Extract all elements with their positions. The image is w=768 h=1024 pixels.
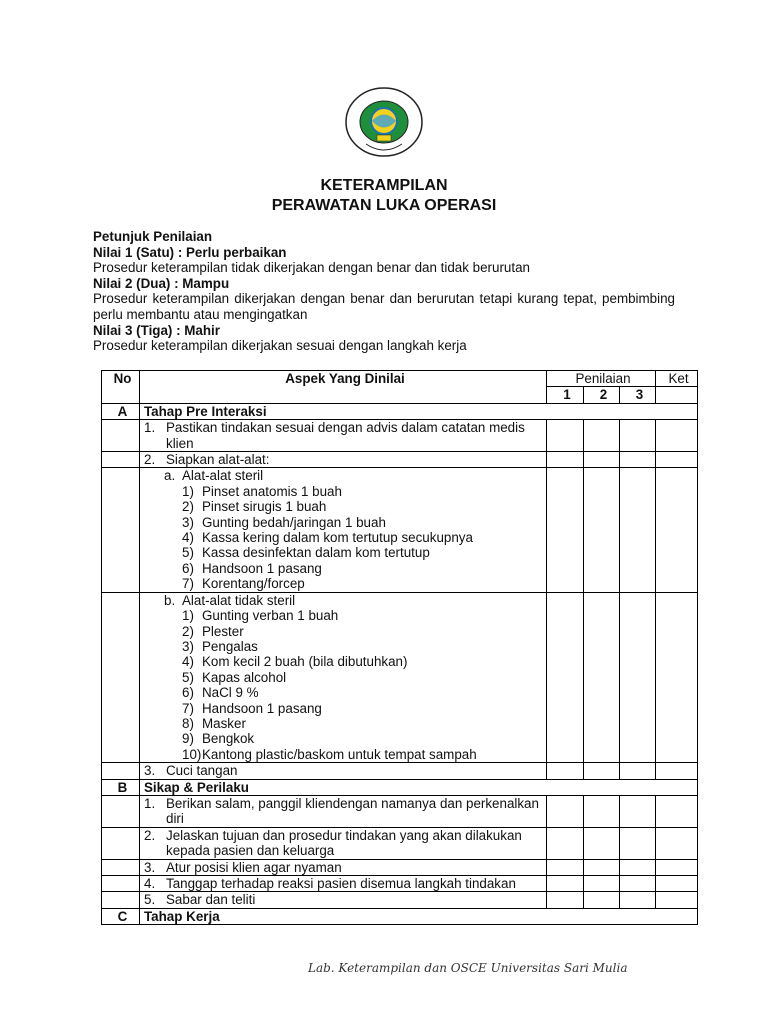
section-b-no: B (102, 779, 140, 795)
item-number: 8) (182, 715, 194, 731)
table-row (102, 859, 698, 875)
score-cell-1[interactable] (547, 859, 584, 875)
item-text: Kassa kering dalam kom tertutup secukupnya (202, 530, 473, 546)
item-number: 5) (182, 545, 194, 561)
score-cell-3[interactable] (620, 420, 656, 452)
score-cell-2[interactable] (584, 892, 620, 908)
nilai2-desc: Prosedur keterampilan dikerjakan dengan benar dan berurutan tetapi kurang tepat, pembimbing perlu membantu atau mengingatkan (93, 291, 675, 322)
header-ket-blank (656, 387, 698, 403)
item-number: 1. (144, 420, 156, 436)
score-cell-2[interactable] (584, 763, 620, 779)
score-cell-1[interactable] (547, 592, 584, 762)
item-text: Siapkan alat-alat: (166, 452, 270, 468)
score-cell-3[interactable] (620, 795, 656, 827)
table-row (102, 892, 698, 908)
score-cell-1[interactable] (547, 763, 584, 779)
score-cell-3[interactable] (620, 592, 656, 762)
item-text: Cuci tangan (166, 763, 238, 779)
item-number: b. (164, 592, 176, 608)
item-text: Handsoon 1 pasang (202, 560, 322, 576)
item-text: Kapas alcohol (202, 669, 287, 685)
table-row (102, 468, 698, 592)
item-text: Masker (202, 715, 246, 731)
section-a-no: A (102, 403, 140, 419)
score-cell-1[interactable] (547, 420, 584, 452)
item-text: Bengkok (202, 731, 255, 747)
ket-cell[interactable] (656, 468, 698, 592)
score-cell-3[interactable] (620, 892, 656, 908)
score-cell-3[interactable] (620, 468, 656, 592)
section-b-row (102, 779, 698, 795)
item-number: 2) (182, 499, 194, 515)
score-cell-1[interactable] (547, 795, 584, 827)
item-text: Korentang/forcep (202, 576, 305, 592)
title-line2: PERAWATAN LUKA OPERASI (271, 197, 497, 214)
score-cell-2[interactable] (584, 876, 620, 892)
nilai1-label: Nilai 1 (Satu) : Perlu perbaikan (93, 244, 287, 260)
table-row (102, 592, 698, 762)
item-number: 2. (144, 452, 156, 468)
item-number: 10) (182, 746, 202, 762)
title-line1: KETERAMPILAN (320, 177, 448, 194)
item-text: Sabar dan teliti (166, 892, 256, 908)
footer-text: Lab. Keterampilan dan OSCE Universitas Sari Mulia (308, 961, 628, 975)
item-number: 2) (182, 623, 194, 639)
item-text: Alat-alat steril (182, 468, 264, 484)
table-row (102, 876, 698, 892)
ket-cell[interactable] (656, 420, 698, 452)
item-number: 3. (144, 763, 156, 779)
score-cell-1[interactable] (547, 876, 584, 892)
score-cell-2[interactable] (584, 859, 620, 875)
score-cell-1[interactable] (547, 468, 584, 592)
header-score-1: 1 (547, 387, 584, 403)
item-text: Pinset anatomis 1 buah (202, 483, 342, 499)
score-cell-3[interactable] (620, 827, 656, 859)
section-a-row (102, 403, 698, 419)
item-text: Pengalas (202, 638, 258, 654)
item-number: 3) (182, 514, 194, 530)
score-cell-2[interactable] (584, 592, 620, 762)
header-no: No (102, 371, 140, 404)
item-number: 6) (182, 560, 194, 576)
ket-cell[interactable] (656, 452, 698, 468)
item-number: 4. (144, 876, 156, 891)
header-aspek: Aspek Yang Dinilai (140, 371, 547, 404)
item-text: Berikan salam, panggil kliendengan namanya dan perkenalkan diri (166, 795, 539, 827)
item-number: 1. (144, 795, 156, 811)
item-text: Kom kecil 2 buah (bila dibutuhkan) (202, 654, 408, 670)
score-cell-2[interactable] (584, 420, 620, 452)
item-text: Pinset sirugis 1 buah (202, 499, 327, 515)
table-row (102, 763, 698, 779)
item-number: 4) (182, 654, 194, 670)
header-ket: Ket (656, 371, 698, 387)
item-number: 7) (182, 700, 194, 716)
ket-cell[interactable] (656, 892, 698, 908)
ket-cell[interactable] (656, 592, 698, 762)
item-number: 1) (182, 608, 194, 624)
ket-cell[interactable] (656, 763, 698, 779)
score-cell-3[interactable] (620, 452, 656, 468)
score-cell-2[interactable] (584, 795, 620, 827)
header-score-2: 2 (584, 387, 620, 403)
item-text: Jelaskan tujuan dan prosedur tindakan yang akan dilakukan kepada pasien dan keluarga (166, 827, 522, 859)
nilai2-label: Nilai 2 (Dua) : Mampu (93, 275, 230, 291)
item-text: Alat-alat tidak steril (182, 592, 296, 608)
nilai3-desc: Prosedur keterampilan dikerjakan sesuai dengan langkah kerja (93, 338, 467, 354)
item-number: 3) (182, 638, 194, 654)
item-text: Tanggap terhadap reaksi pasien disemua langkah tindakan (166, 876, 516, 891)
item-text: Gunting verban 1 buah (202, 608, 339, 624)
header-penilaian: Penilaian (547, 371, 656, 387)
item-number: 1) (182, 483, 194, 499)
item-number: 3. (144, 859, 156, 875)
section-c-row (102, 908, 698, 924)
section-a-title: Tahap Pre Interaksi (140, 403, 698, 419)
ket-cell[interactable] (656, 859, 698, 875)
score-cell-1[interactable] (547, 892, 584, 908)
table-row (102, 827, 698, 859)
assessment-table (101, 370, 698, 925)
section-c-title: Tahap Kerja (140, 908, 698, 924)
item-text: Plester (202, 623, 244, 639)
score-cell-1[interactable] (547, 452, 584, 468)
ket-cell[interactable] (656, 827, 698, 859)
table-row (102, 420, 698, 452)
item-number: 9) (182, 731, 194, 747)
score-cell-3[interactable] (620, 859, 656, 875)
score-cell-2[interactable] (584, 827, 620, 859)
item-text: Handsoon 1 pasang (202, 700, 322, 716)
section-c-no: C (102, 908, 140, 924)
item-number: 4) (182, 530, 194, 546)
table-row (102, 452, 698, 468)
score-cell-3[interactable] (620, 763, 656, 779)
item-text: Kassa desinfektan dalam kom tertutup (202, 545, 430, 561)
score-cell-2[interactable] (584, 468, 620, 592)
header-row (102, 371, 698, 387)
table-row (102, 795, 698, 827)
nilai1-desc: Prosedur keterampilan tidak dikerjakan dengan benar dan tidak berurutan (93, 260, 530, 276)
instructions-heading: Petunjuk Penilaian (93, 229, 213, 244)
item-text: NaCl 9 % (202, 685, 259, 701)
item-text: Kantong plastic/baskom untuk tempat sampah (202, 746, 477, 762)
item-number: a. (164, 468, 176, 484)
score-cell-2[interactable] (584, 452, 620, 468)
item-text: Pastikan tindakan sesuai dengan advis dalam catatan medis klien (166, 420, 525, 451)
ket-cell[interactable] (656, 795, 698, 827)
item-number: 5. (144, 892, 156, 908)
item-number: 2. (144, 827, 156, 843)
item-number: 5) (182, 669, 194, 685)
section-b-title: Sikap & Perilaku (140, 779, 698, 795)
item-number: 7) (182, 576, 194, 592)
item-number: 6) (182, 685, 194, 701)
score-cell-3[interactable] (620, 876, 656, 892)
ket-cell[interactable] (656, 876, 698, 892)
score-cell-1[interactable] (547, 827, 584, 859)
item-text: Gunting bedah/jaringan 1 buah (202, 514, 386, 530)
university-logo (344, 86, 424, 158)
nilai3-label: Nilai 3 (Tiga) : Mahir (93, 322, 220, 338)
item-text: Atur posisi klien agar nyaman (166, 859, 342, 875)
instructions (93, 229, 675, 354)
header-score-3: 3 (620, 387, 656, 403)
